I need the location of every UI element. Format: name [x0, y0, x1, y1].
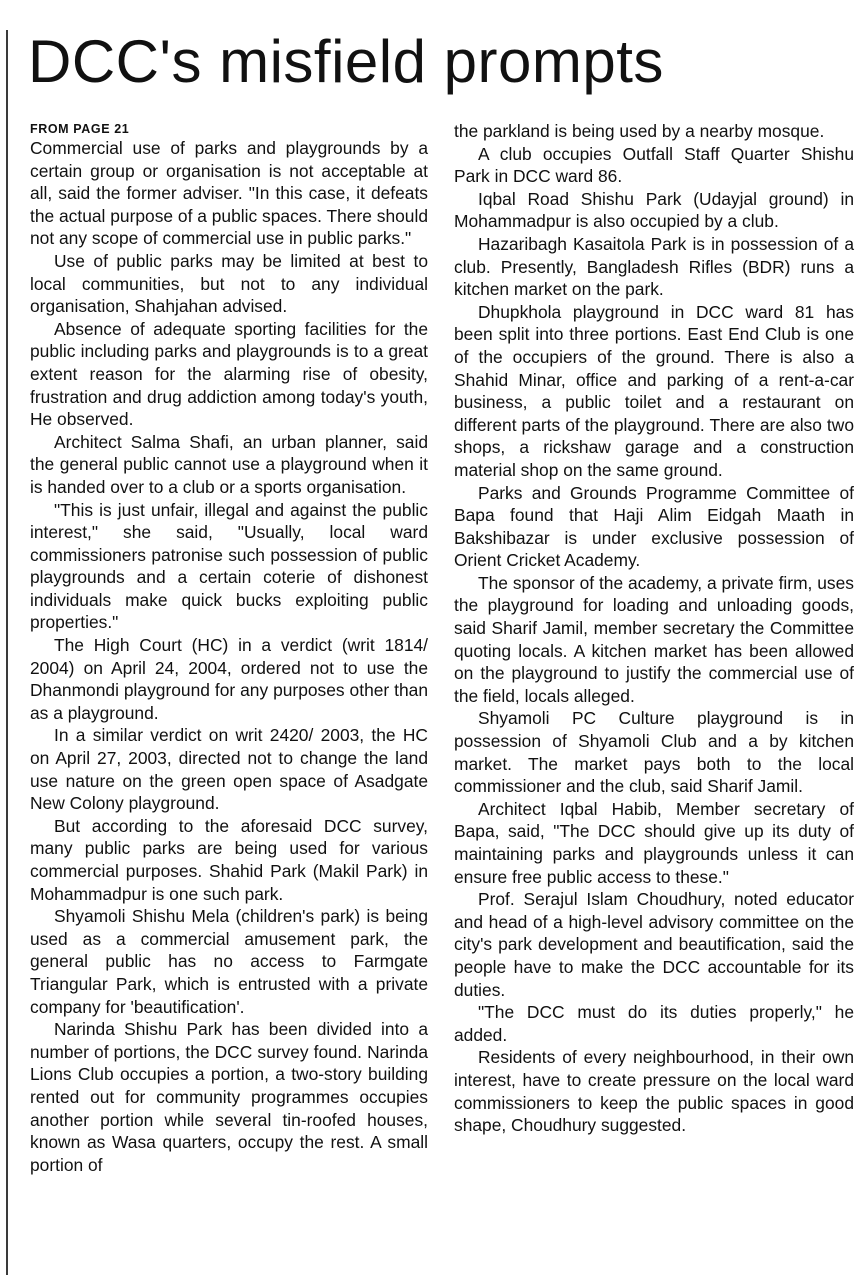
headline: DCC's misfield prompts [28, 28, 664, 95]
paragraph: Absence of adequate sporting facilities for the public including parks and playgrounds is to a great extent reason for the alarming rise of obesity, frustration and drug addiction among today's youth, He observed. [30, 318, 428, 430]
paragraph: The sponsor of the academy, a private firm, uses the playground for loading and unloading goods, said Sharif Jamil, member secretary the Committee quoting locals. A kitchen market has been allowed on the playground to justify the commercial use of the field, locals alleged. [454, 572, 854, 706]
from-page-kicker: FROM PAGE 21 [30, 122, 130, 136]
right-column [454, 120, 854, 1137]
paragraph: Shyamoli PC Culture playground is in possession of Shyamoli Club and a by kitchen market. The market pays both to the local commissioner and the club, said Sharif Jamil. [454, 708, 854, 797]
paragraph: "The DCC must do its duties properly," he added. [454, 1002, 854, 1045]
paragraph: the parkland is being used by a nearby mosque. [454, 121, 825, 141]
paragraph: But according to the aforesaid DCC survey, many public parks are being used for various commercial purposes. Shahid Park (Makil Park) in Mohammadpur is one such park. [30, 815, 428, 904]
paragraph: A club occupies Outfall Staff Quarter Shishu Park in DCC ward 86. [454, 143, 854, 187]
paragraph: Architect Salma Shafi, an urban planner, said the general public cannot use a playground when it is handed over to a club or a sports organisation. [30, 431, 428, 497]
paragraph: Residents of every neighbourhood, in their own interest, have to create pressure on the local ward commissioners to keep the public spaces in good shape, Choudhury suggested. [454, 1047, 854, 1136]
paragraph: Shyamoli Shishu Mela (children's park) is being used as a commercial amusement park, the general public has no access to Farmgate Triangular Park, which is entrusted with a private company for 'beautification'. [30, 906, 428, 1017]
paragraph: Use of public parks may be limited at best to local communities, but not to any individual organisation, Shahjahan advised. [30, 250, 428, 317]
paragraph: The High Court (HC) in a verdict (writ 1814/ 2004) on April 24, 2004, ordered not to use the Dhanmondi playground for any purposes other than as a playground. [30, 635, 428, 723]
paragraph: Prof. Serajul Islam Choudhury, noted educator and head of a high-level advisory committee on the city's park development and beautification, said the people have to make the DCC accountable for its duties. [454, 889, 854, 1000]
paragraph: "This is just unfair, illegal and against the public interest," she said, "Usually, local ward commissioners patronise such possession of public playgrounds and a certain coterie of dishonest individuals make quick bucks exploiting public properties." [30, 499, 428, 633]
paragraph: Dhupkhola playground in DCC ward 81 has been split into three portions. East End Club is one of the occupiers of the ground. There is also a Shahid Minar, office and parking of a rent-a-car business, a public toilet and a restaurant on different parts of the playground. There are also two shops, a rickshaw garage and a construction material shop on the same ground. [454, 301, 854, 480]
column-rule [6, 30, 8, 1275]
paragraph: Iqbal Road Shishu Park (Udayjal ground) in Mohammadpur is also occupied by a club. [454, 188, 854, 232]
paragraph: In a similar verdict on writ 2420/ 2003, the HC on April 27, 2003, directed not to change the land use nature on the green open space of Asadgate New Colony playground. [30, 725, 428, 814]
paragraph: Architect Iqbal Habib, Member secretary of Bapa, said, "The DCC should give up its duty of maintaining parks and playgrounds unless it can ensure free public access to these." [454, 798, 854, 887]
paragraph: Commercial use of parks and playgrounds by a certain group or organisation is not acceptable at all, said the former adviser. "In this case, it defeats the actual purpose of a public spaces. There should not any scope of commercial use in public parks." [30, 138, 428, 249]
paragraph: Narinda Shishu Park has been divided into a number of portions, the DCC survey found. Narinda Lions Club occupies a portion, a two-story building rented out for community programmes occupies another portion while several tin-roofed houses, known as Wasa quarters, occupy the rest. A small portion of [30, 1019, 428, 1175]
paragraph: Hazaribagh Kasaitola Park is in possession of a club. Presently, Bangladesh Rifles (BDR) runs a kitchen market on the park. [454, 233, 854, 300]
left-column [30, 120, 428, 1176]
paragraph: Parks and Grounds Programme Committee of Bapa found that Haji Alim Eidgah Maath in Bakshibazar is under exclusive possession of Orient Cricket Academy. [454, 482, 854, 571]
